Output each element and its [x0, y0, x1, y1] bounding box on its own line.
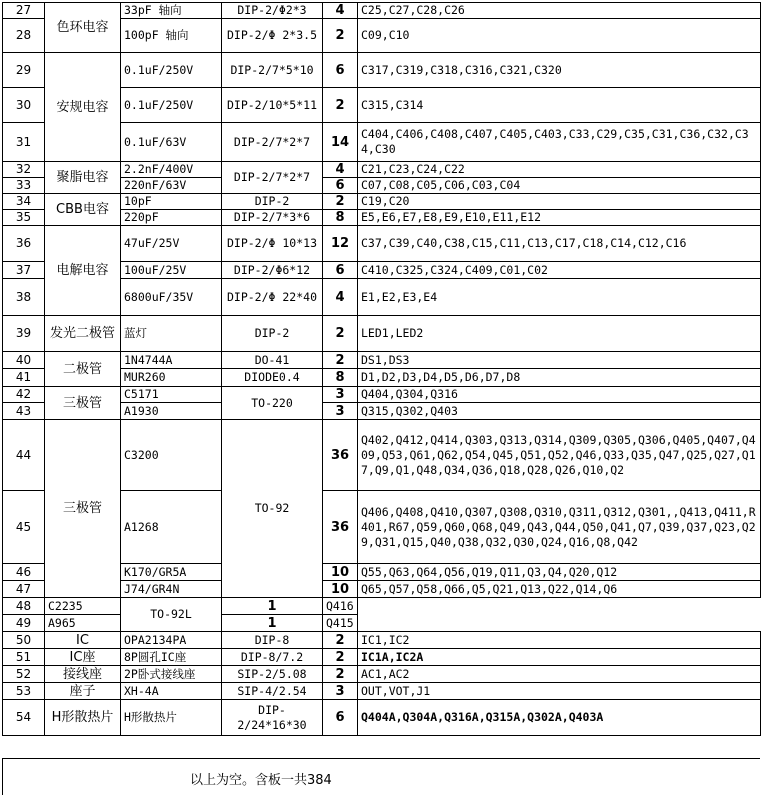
- row-number: 53: [3, 683, 45, 700]
- component-package: DIP-2/Φ 10*13: [222, 226, 323, 262]
- row-number: 43: [3, 403, 45, 420]
- component-positions: C315,C314: [358, 88, 761, 123]
- component-value: 6800uF/35V: [121, 279, 222, 316]
- component-quantity: 2: [323, 352, 358, 369]
- component-positions: Q415: [323, 615, 358, 632]
- component-value: XH-4A: [121, 683, 222, 700]
- table-row: [3, 316, 761, 352]
- component-quantity: 2: [323, 649, 358, 666]
- component-category: IC: [45, 632, 121, 649]
- component-positions: C404,C406,C408,C407,C405,C403,C33,C29,C35,C31,C36,C32,C34,C30: [358, 123, 761, 162]
- table-row: [3, 700, 761, 736]
- component-value: A1930: [121, 403, 222, 420]
- component-positions: E5,E6,E7,E8,E9,E10,E11,E12: [358, 210, 761, 226]
- component-positions: AC1,AC2: [358, 666, 761, 683]
- component-value: C2235: [45, 598, 121, 615]
- table-footer: [2, 758, 760, 795]
- component-positions: IC1A,IC2A: [358, 649, 761, 666]
- table-row: [3, 683, 761, 700]
- row-number: 45: [3, 491, 45, 564]
- component-quantity: 3: [323, 683, 358, 700]
- table-row: [3, 194, 761, 210]
- component-package: DO-41: [222, 352, 323, 369]
- component-category: H形散热片: [45, 700, 121, 736]
- table-row: [3, 3, 761, 19]
- table-row: [3, 632, 761, 649]
- component-positions: E1,E2,E3,E4: [358, 279, 761, 316]
- row-number: 46: [3, 564, 45, 581]
- component-positions: C21,C23,C24,C22: [358, 162, 761, 178]
- component-quantity: 2: [323, 19, 358, 53]
- component-value: 100uF/25V: [121, 262, 222, 279]
- component-category: IC座: [45, 649, 121, 666]
- component-package: DIP-2/7*2*7: [222, 162, 323, 194]
- component-quantity: 2: [323, 666, 358, 683]
- row-number: 51: [3, 649, 45, 666]
- component-value: 8P圆孔IC座: [121, 649, 222, 666]
- component-value: 0.1uF/250V: [121, 88, 222, 123]
- component-value: MUR260: [121, 369, 222, 387]
- component-value: OPA2134PA: [121, 632, 222, 649]
- component-value: 2.2nF/400V: [121, 162, 222, 178]
- component-package: DIP-2/7*5*10: [222, 53, 323, 88]
- component-package: SIP-2/5.08: [222, 666, 323, 683]
- component-quantity: 1: [222, 615, 323, 632]
- component-positions: C25,C27,C28,C26: [358, 3, 761, 19]
- component-quantity: 6: [323, 178, 358, 194]
- table-row: [3, 666, 761, 683]
- component-quantity: 4: [323, 3, 358, 19]
- component-positions: Q406,Q408,Q410,Q307,Q308,Q310,Q311,Q312,Q301,,Q413,Q411,R401,R67,Q59,Q60,Q68,Q49,Q43,Q44,Q50,Q41,Q7,Q39,Q37,Q23,Q29,Q31,Q15,Q40,Q38,Q32,Q30,Q24,Q16,Q8,Q42: [358, 491, 761, 564]
- component-package: SIP-4/2.54: [222, 683, 323, 700]
- component-positions: OUT,VOT,J1: [358, 683, 761, 700]
- component-positions: C19,C20: [358, 194, 761, 210]
- table-row: [3, 162, 761, 178]
- component-category: 安规电容: [45, 53, 121, 162]
- table-row: [3, 387, 761, 403]
- component-category: 色环电容: [45, 3, 121, 53]
- row-number: 38: [3, 279, 45, 316]
- component-positions: DS1,DS3: [358, 352, 761, 369]
- table-row: [3, 352, 761, 369]
- component-value: C5171: [121, 387, 222, 403]
- component-quantity: 2: [323, 88, 358, 123]
- component-positions: C410,C325,C324,C409,C01,C02: [358, 262, 761, 279]
- table-row: [3, 226, 761, 262]
- component-value: 10pF: [121, 194, 222, 210]
- component-category: 二极管: [45, 352, 121, 387]
- row-number: 42: [3, 387, 45, 403]
- component-quantity: 6: [323, 262, 358, 279]
- component-value: 100pF 轴向: [121, 19, 222, 53]
- component-quantity: 10: [323, 564, 358, 581]
- component-category: 聚脂电容: [45, 162, 121, 194]
- row-number: 52: [3, 666, 45, 683]
- component-value: 1N4744A: [121, 352, 222, 369]
- component-category: 发光二极管: [45, 316, 121, 352]
- component-category: 三极管: [45, 420, 121, 598]
- component-package: TO-92L: [121, 598, 222, 632]
- row-number: 27: [3, 3, 45, 19]
- bom-table: [2, 2, 761, 736]
- component-quantity: 6: [323, 53, 358, 88]
- component-positions: Q416: [323, 598, 358, 615]
- component-quantity: 3: [323, 403, 358, 420]
- component-category: 三极管: [45, 387, 121, 420]
- component-quantity: 6: [323, 700, 358, 736]
- component-positions: LED1,LED2: [358, 316, 761, 352]
- component-value: 220nF/63V: [121, 178, 222, 194]
- component-package: DIODE0.4: [222, 369, 323, 387]
- component-positions: C317,C319,C318,C316,C321,C320: [358, 53, 761, 88]
- row-number: 47: [3, 581, 45, 598]
- component-quantity: 1: [222, 598, 323, 615]
- footer-border: [2, 759, 7, 795]
- component-positions: Q65,Q57,Q58,Q66,Q5,Q21,Q13,Q22,Q14,Q6: [358, 581, 761, 598]
- component-package: DIP-2/Φ 2*3.5: [222, 19, 323, 53]
- row-number: 49: [3, 615, 45, 632]
- component-package: DIP-8/7.2: [222, 649, 323, 666]
- component-value: 0.1uF/250V: [121, 53, 222, 88]
- row-number: 36: [3, 226, 45, 262]
- component-value: J74/GR4N: [121, 581, 222, 598]
- row-number: 44: [3, 420, 45, 491]
- component-package: DIP-8: [222, 632, 323, 649]
- component-quantity: 8: [323, 210, 358, 226]
- component-positions: Q55,Q63,Q64,Q56,Q19,Q11,Q3,Q4,Q20,Q12: [358, 564, 761, 581]
- component-quantity: 8: [323, 369, 358, 387]
- component-value: 2P卧式接线座: [121, 666, 222, 683]
- table-row: [3, 649, 761, 666]
- table-row: [3, 53, 761, 88]
- component-quantity: 3: [323, 387, 358, 403]
- row-number: 30: [3, 88, 45, 123]
- row-number: 32: [3, 162, 45, 178]
- component-value: 47uF/25V: [121, 226, 222, 262]
- component-positions: D1,D2,D3,D4,D5,D6,D7,D8: [358, 369, 761, 387]
- component-quantity: 4: [323, 162, 358, 178]
- table-row: [3, 598, 761, 615]
- component-package: DIP-2/24*16*30: [222, 700, 323, 736]
- component-positions: Q404,Q304,Q316: [358, 387, 761, 403]
- component-package: TO-220: [222, 387, 323, 420]
- component-package: DIP-2: [222, 194, 323, 210]
- footer-note: 以上为空。含板一共384: [190, 773, 332, 788]
- row-number: 37: [3, 262, 45, 279]
- component-package: DIP-2/Φ6*12: [222, 262, 323, 279]
- component-positions: C09,C10: [358, 19, 761, 53]
- component-value: 0.1uF/63V: [121, 123, 222, 162]
- component-category: 座子: [45, 683, 121, 700]
- row-number: 48: [3, 598, 45, 615]
- component-value: 220pF: [121, 210, 222, 226]
- component-value: C3200: [121, 420, 222, 491]
- component-positions: IC1,IC2: [358, 632, 761, 649]
- component-positions: Q404A,Q304A,Q316A,Q315A,Q302A,Q403A: [358, 700, 761, 736]
- component-package: DIP-2/7*3*6: [222, 210, 323, 226]
- component-positions: Q402,Q412,Q414,Q303,Q313,Q314,Q309,Q305,Q306,Q405,Q407,Q409,Q53,Q61,Q62,Q54,Q45,Q51,Q52,Q46,Q33,Q35,Q47,Q25,Q27,Q17,Q9,Q1,Q48,Q34,Q36,Q18,Q28,Q26,Q10,Q2: [358, 420, 761, 491]
- component-quantity: 2: [323, 194, 358, 210]
- row-number: 29: [3, 53, 45, 88]
- component-package: DIP-2/7*2*7: [222, 123, 323, 162]
- component-quantity: 36: [323, 491, 358, 564]
- component-package: DIP-2/Φ2*3: [222, 3, 323, 19]
- component-quantity: 2: [323, 316, 358, 352]
- row-number: 33: [3, 178, 45, 194]
- component-quantity: 4: [323, 279, 358, 316]
- component-value: H形散热片: [121, 700, 222, 736]
- component-category: CBB电容: [45, 194, 121, 226]
- component-value: 33pF 轴向: [121, 3, 222, 19]
- component-positions: C07,C08,C05,C06,C03,C04: [358, 178, 761, 194]
- row-number: 28: [3, 19, 45, 53]
- component-quantity: 12: [323, 226, 358, 262]
- component-quantity: 2: [323, 632, 358, 649]
- row-number: 50: [3, 632, 45, 649]
- component-package: DIP-2/10*5*11: [222, 88, 323, 123]
- component-category: 接线座: [45, 666, 121, 683]
- table-row: [3, 615, 761, 632]
- component-value: 蓝灯: [121, 316, 222, 352]
- row-number: 40: [3, 352, 45, 369]
- component-value: A965: [45, 615, 121, 632]
- component-positions: Q315,Q302,Q403: [358, 403, 761, 420]
- row-number: 34: [3, 194, 45, 210]
- component-quantity: 36: [323, 420, 358, 491]
- component-positions: C37,C39,C40,C38,C15,C11,C13,C17,C18,C14,C12,C16: [358, 226, 761, 262]
- row-number: 54: [3, 700, 45, 736]
- row-number: 31: [3, 123, 45, 162]
- component-quantity: 10: [323, 581, 358, 598]
- component-package: DIP-2: [222, 316, 323, 352]
- component-category: 电解电容: [45, 226, 121, 316]
- component-quantity: 14: [323, 123, 358, 162]
- component-value: K170/GR5A: [121, 564, 222, 581]
- row-number: 39: [3, 316, 45, 352]
- component-package: DIP-2/Φ 22*40: [222, 279, 323, 316]
- bom-table-body: [3, 3, 761, 736]
- component-value: A1268: [121, 491, 222, 564]
- table-row: [3, 420, 761, 491]
- row-number: 41: [3, 369, 45, 387]
- component-package: TO-92: [222, 420, 323, 598]
- row-number: 35: [3, 210, 45, 226]
